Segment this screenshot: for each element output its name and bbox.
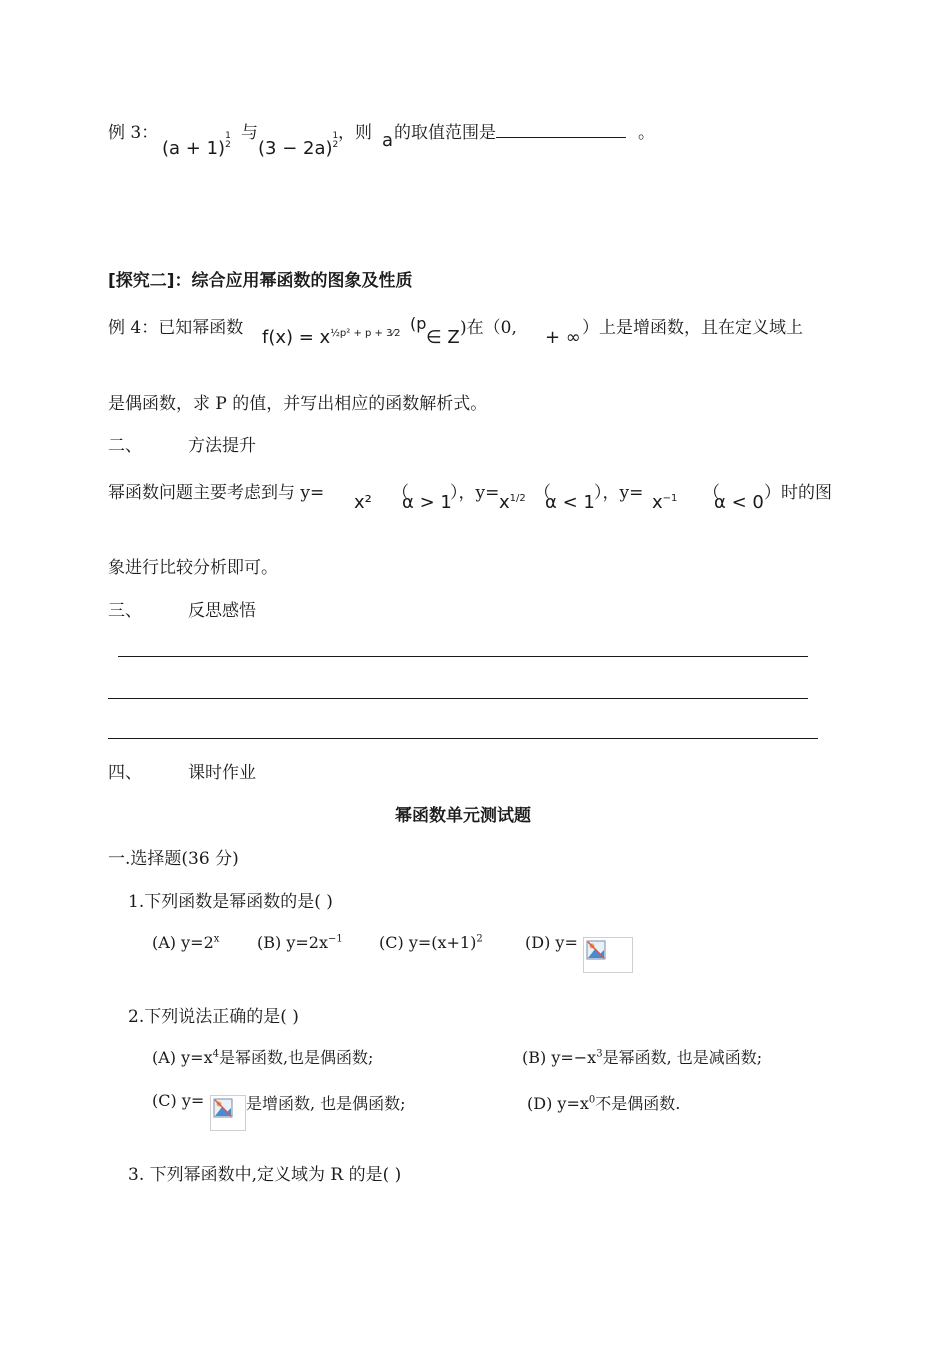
example-3 [108, 118, 158, 143]
func-x-squared: x² [354, 492, 372, 513]
exponent-half: 1 2 [332, 131, 339, 150]
text-then: ，则 [338, 123, 372, 143]
cond-1-close: ），y= [450, 483, 500, 503]
broken-image-icon [583, 937, 633, 973]
reflection-line-3[interactable] [108, 738, 818, 739]
image-placeholder-icon [213, 1098, 233, 1118]
question-1-stem: 1.下列函数是幂函数的是( ) [128, 892, 333, 912]
part-1-heading: 一.选择题(36 分) [108, 849, 239, 869]
example-3-label: 例 3： [108, 123, 159, 143]
func-x-minus-1: $x^{-1}$ [652, 492, 678, 513]
question-2-stem: 2.下列说法正确的是( ) [128, 1007, 299, 1027]
cond-alpha-lt-0: α < 0 [714, 492, 764, 513]
power-exponent: ½p² + p + 3⁄2 [330, 328, 401, 339]
cond-2-open: （ [534, 483, 551, 503]
condition-in-z: ∈ Z [426, 327, 460, 348]
test-title: 幂函数单元测试题 [395, 806, 531, 826]
func-x-half: $x^{1/2}$ [499, 492, 526, 513]
example-4-line2: 是偶函数，求 P 的值，并写出相应的函数解析式。 [108, 394, 488, 414]
question-3-stem: 3. 下列幂函数中,定义域为 R 的是( ) [128, 1165, 402, 1185]
cond-alpha-gt-1: α > 1 [402, 492, 452, 513]
condition-open: (p [410, 314, 427, 333]
answer-blank[interactable] [496, 123, 626, 138]
cond-3-open: （ [703, 483, 720, 503]
variable-a: a [382, 130, 394, 151]
section-4-number: 四、 [108, 763, 142, 783]
q2-option-c[interactable]: (C) y= [152, 1091, 205, 1110]
q2-option-c-rest: 是增函数, 也是偶函数; [246, 1094, 406, 1113]
section-3-number: 三、 [108, 601, 142, 621]
reflection-line-2[interactable] [108, 698, 808, 699]
q2-option-b[interactable]: (B) $y=-x^3$是幂函数, 也是减函数; [522, 1048, 763, 1067]
power-function-expr: $f(x) = x^{\frac{1}{2}p^2 + p + 3⁄2}$ [262, 327, 401, 348]
q1-option-c[interactable]: (C) $y=(x+1)^2$ [379, 933, 483, 952]
interval-open: )在（0, [460, 318, 517, 338]
cond-1-open: （ [392, 483, 409, 503]
exponent-half: 1 2 [225, 131, 231, 150]
section-2-title: 方法提升 [188, 436, 256, 456]
range-question: 的取值范围是 。 [394, 123, 655, 143]
q1-option-a[interactable]: (A) $y=2^x$ [152, 933, 220, 952]
image-placeholder-icon [586, 940, 606, 960]
example-4-label: 例 4：已知幂函数 [108, 318, 244, 338]
reflection-line-1[interactable] [118, 656, 808, 657]
cond-alpha-lt-1: α < 1 [545, 492, 595, 513]
method-prefix: 幂函数问题主要考虑到与 y= [108, 483, 325, 503]
section-2-number: 二、 [108, 436, 142, 456]
q1-option-d[interactable]: (D) y= [525, 933, 578, 952]
q1-option-b[interactable]: (B) $y=2x^{-1}$ [257, 933, 343, 952]
plus-infinity: + ∞ [545, 327, 581, 348]
section-3-title: 反思感悟 [188, 601, 256, 621]
explore-2-heading: [探究二]：综合应用幂函数的图象及性质 [108, 271, 413, 291]
q2-option-a[interactable]: (A) $y=x^4$是幂函数,也是偶函数; [152, 1048, 374, 1067]
word-and: 与 [241, 123, 258, 143]
method-line2: 象进行比较分析即可。 [108, 558, 278, 578]
expr-3-minus-2a: (3 − 2a) 1 2 [258, 131, 339, 159]
section-4-title: 课时作业 [188, 763, 256, 783]
expr-a-plus-1: (a + 1) 1 2 [162, 131, 231, 159]
q2-option-d[interactable]: (D) $y=x^0$不是偶函数. [527, 1094, 681, 1113]
example-4-rest: ）上是增函数，且在定义域上 [582, 318, 803, 338]
cond-3-close: ）时的图 [764, 483, 832, 503]
cond-2-close: ），y= [594, 483, 644, 503]
broken-image-icon [210, 1095, 246, 1131]
